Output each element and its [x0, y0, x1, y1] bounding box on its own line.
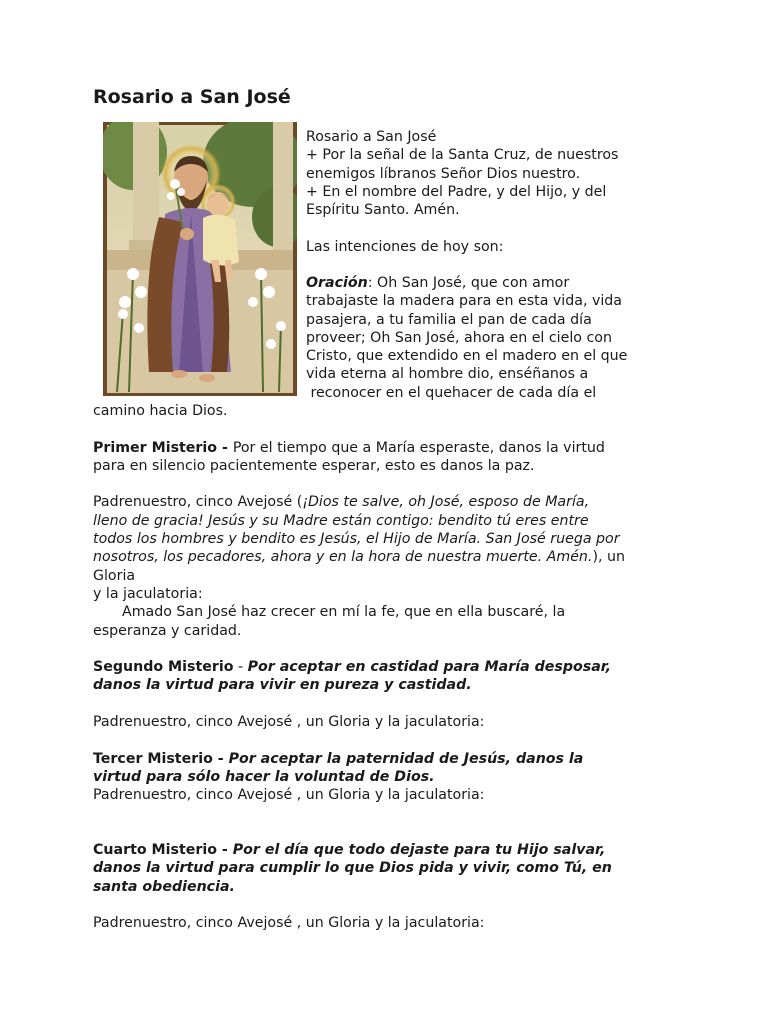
intro-line: enemigos líbranos Señor Dios nuestro. [306, 165, 581, 182]
avejose-prayer-line: nosotros, los pecadores, ahora y en la hora de nuestra muerte. Amén. [93, 549, 593, 566]
segundo-misterio-text: Por aceptar en castidad para María desposar, [247, 659, 612, 676]
main-text [93, 402, 678, 933]
oracion-line: trabajaste la madera para en esta vida, vida [306, 293, 622, 310]
primer-misterio-line: para en silencio pacientemente esperar, esto es danos la paz. [93, 457, 535, 474]
oracion-line: vida eterna al hombre dio, enséñanos a [306, 366, 589, 383]
avejose-prayer: ¡Dios te salve, oh José, esposo de María, [302, 494, 590, 511]
jaculatoria-line: Amado San José haz crecer en mí la fe, que en ella buscaré, la [122, 604, 566, 621]
jaculatoria-line: esperanza y caridad. [93, 622, 242, 639]
avejose-prayer-line: lleno de gracia! Jesús y su Madre están contigo: bendito tú eres entre [93, 512, 589, 529]
oracion-line: Cristo, que extendido en el madero en el que [306, 348, 628, 365]
padre-block-line: Gloria [93, 567, 136, 584]
primer-misterio-text: Por el tiempo que a María esperaste, danos la virtud [232, 439, 605, 456]
tercer-misterio-label: Tercer Misterio - [93, 750, 229, 767]
oracion-block [306, 274, 686, 402]
cuarto-misterio-label: Cuarto Misterio - [93, 842, 233, 859]
segundo-misterio-label: Segundo Misterio [93, 659, 234, 676]
cuarto-misterio-line: danos la virtud para cumplir lo que Dios pida y vivir, como Tú, en [93, 860, 612, 877]
intro-line: Las intenciones de hoy son: [306, 238, 504, 255]
padre-block-line: y la jaculatoria: [93, 585, 203, 602]
cuarto-misterio-text: Por el día que todo dejaste para tu Hijo salvar, [232, 842, 606, 859]
padre-block-text: Padrenuestro, cinco Avejosé ( [93, 494, 303, 511]
primer-misterio-label: Primer Misterio - [93, 439, 233, 456]
padre-block-text: ), un [592, 549, 625, 566]
document-title: Rosario a San José [93, 86, 291, 108]
padre-summary-line: Padrenuestro, cinco Avejosé , un Gloria y la jaculatoria: [93, 787, 485, 804]
segundo-misterio-separator: - [233, 659, 248, 676]
oracion-text: : Oh San José, que con amor [367, 275, 570, 291]
intro-line: + En el nombre del Padre, y del Hijo, y del [306, 183, 607, 200]
padre-summary-line: Padrenuestro, cinco Avejosé , un Gloria y la jaculatoria: [93, 714, 485, 731]
saint-joseph-illustration [103, 122, 297, 396]
segundo-misterio-line: danos la virtud para vivir en pureza y castidad. [93, 677, 472, 694]
intro-block [306, 128, 686, 256]
intro-line: Rosario a San José [306, 129, 437, 145]
tercer-misterio-text: Por aceptar la paternidad de Jesús, danos la [228, 750, 584, 767]
cuarto-misterio-line: santa obediencia. [93, 878, 235, 895]
tercer-misterio-line: virtud para sólo hacer la voluntad de Dios. [93, 768, 435, 785]
oracion-line: pasajera, a tu familia el pan de cada día [306, 311, 592, 328]
avejose-prayer-line: todos los hombres y bendito es Jesús, el Hijo de María. San José ruega por [93, 531, 620, 548]
padre-summary-line: Padrenuestro, cinco Avejosé , un Gloria y la jaculatoria: [93, 915, 485, 932]
oracion-line: camino hacia Dios. [93, 403, 228, 419]
oracion-line: reconocer en el quehacer de cada día el [306, 384, 597, 401]
oracion-line: proveer; Oh San José, ahora en el cielo con [306, 329, 612, 346]
oracion-label: Oración [306, 275, 368, 291]
intro-line: Espíritu Santo. Amén. [306, 202, 460, 219]
intro-line: + Por la señal de la Santa Cruz, de nuestros [306, 147, 619, 164]
